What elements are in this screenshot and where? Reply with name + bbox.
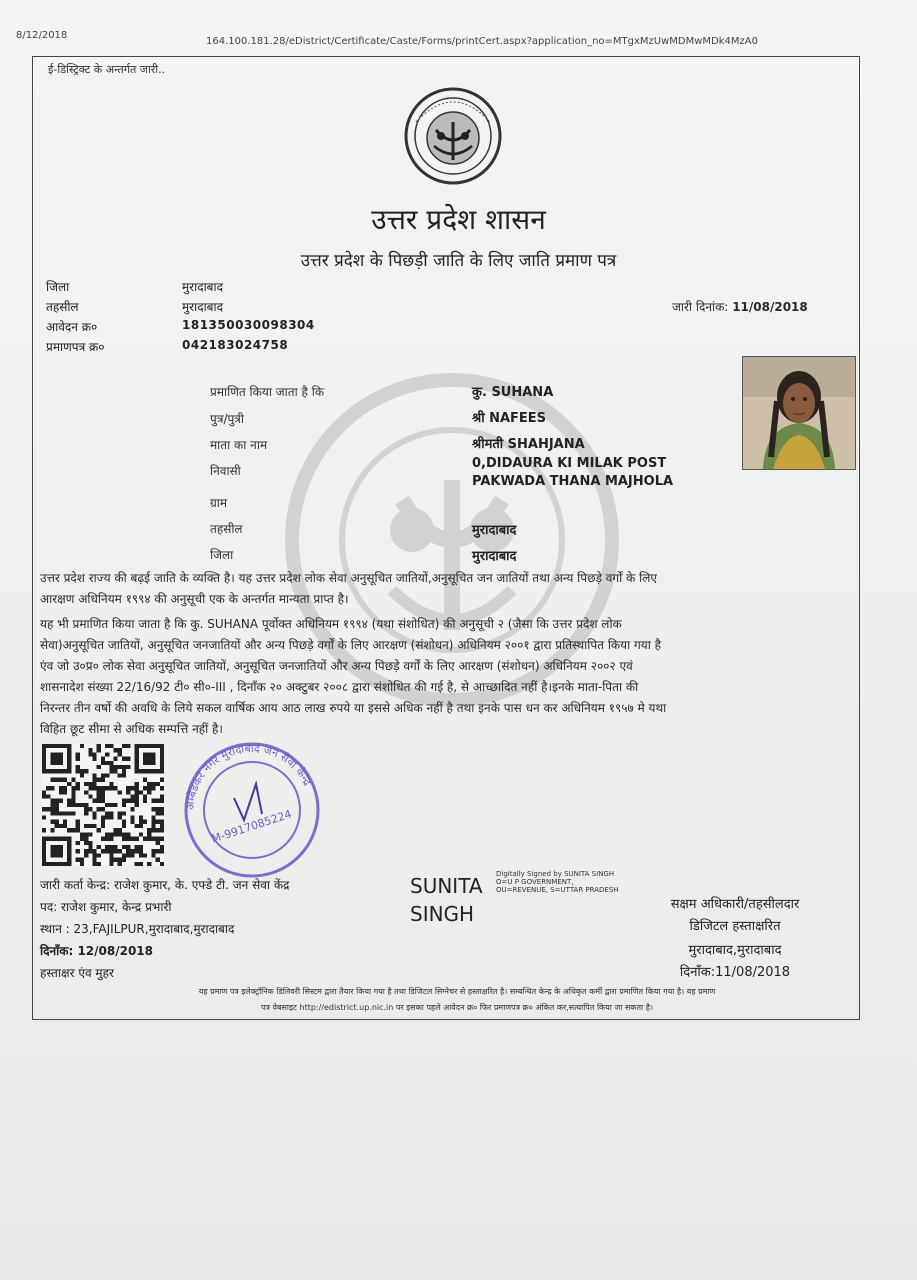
creamy-layer-paragraph — [40, 614, 874, 740]
parent-label: पुत्र/पुत्री — [210, 412, 245, 426]
center-seal-stamp — [172, 740, 332, 880]
issue-date — [672, 298, 808, 315]
digital-signer-first-name: SUNITA — [410, 874, 483, 898]
authority-place: मुरादाबाद,मुरादाबाद — [688, 943, 782, 958]
district-value: मुरादाबाद — [182, 280, 224, 294]
mother-name: श्रीमती SHAHJANA — [472, 437, 585, 452]
issued-under-note: ई-डिस्ट्रिक्ट के अन्तर्गत जारी.. — [48, 63, 166, 76]
caste-paragraph-line: आरक्षण अधिनियम १९९४ की अनुसूची एक के अन्तर्गत मान्यता प्राप्त है। — [40, 592, 349, 606]
resident-label: निवासी — [210, 464, 241, 478]
creamy-layer-line: एंव जो उ०प्र० लोक सेवा अनुसूचित जातियों, अनुसूचित जनजातियों और अन्य पिछड़े वर्गों के लिए आरक्षण (संशोधन) अधिनियम २००२ एवं — [40, 659, 633, 673]
authority-title: सक्षम अधिकारी/तहसीलदार — [670, 897, 800, 912]
issuer-date: दिनाँक: 12/08/2018 — [40, 944, 154, 958]
stamp-mobile: M-9917085224 — [209, 807, 294, 846]
creamy-layer-line: विहित छूट सीमा से अधिक सम्पत्ति नहीं है। — [40, 722, 223, 736]
application-label: आवेदन क्र० — [46, 320, 98, 334]
application-number: 181350030098304 — [182, 318, 315, 332]
sign-and-seal: हस्ताक्षर एंव मुहर — [40, 966, 114, 980]
applicant-photo — [742, 356, 856, 470]
certificate-subtitle: उत्तर प्रदेश के पिछड़ी जाति के लिए जाति प्रमाण पत्र — [300, 251, 617, 271]
issue-date-label: जारी दिनांक: — [672, 300, 729, 314]
father-name: श्री NAFEES — [472, 411, 547, 426]
creamy-layer-line: सेवा)अनुसूचित जातियों, अनुसूचित जनजातियों और अन्य पिछड़े वर्गों के लिए आरक्षण (संशोधन) अधिनियम २००१ द्वारा प्रतिस्थापित किया गया है — [40, 638, 662, 652]
field-tehsil-value: मुरादाबाद — [472, 523, 517, 538]
verification-qr-code-icon — [42, 744, 164, 866]
authority-signed: डिजिटल हस्ताक्षरित — [689, 919, 781, 934]
caste-paragraph — [40, 568, 874, 610]
issuing-center: जारी कर्ता केन्द्र: राजेश कुमार, के. एफ्डे टी. जन सेवा केंद्र — [40, 878, 290, 892]
certificate-number: 042183024758 — [182, 338, 289, 352]
tehsil-value: मुरादाबाद — [182, 300, 224, 314]
creamy-layer-line: यह भी प्रमाणित किया जाता है कि कु. SUHANA पूर्वोक्त अधिनियम १९९४ (यथा संशोधित) की अनुसूची २ (जैसा कि उत्तर प्रदेश लोक — [40, 617, 622, 631]
certified-label: प्रमाणित किया जाता है कि — [210, 385, 325, 399]
footer-line: यह प्रमाण पत्र इलेक्ट्रॉनिक डिलिवरी सिस्टम द्वारा तैयार किया गया है तथा डिजिटल सिग्नेचर से हस्ताक्षरित है। सम्बन्धित केन्द्र के अधिकृत कर्मी द्वारा प्रमाणित किया गया है। यह प्रमाण — [198, 987, 716, 996]
page-title: उत्तर प्रदेश शासन — [371, 203, 546, 236]
field-tehsil-label: तहसील — [210, 522, 243, 536]
authority-date: दिनाँक:11/08/2018 — [679, 965, 791, 980]
creamy-layer-line: शासनादेश संख्या 22/16/92 टी० सी०-III , दिनाँक २० अक्टुबर २००८ द्वारा संशोधित की गई है, से आच्छादित नहीं है।इनके माता-पिता की — [40, 680, 639, 694]
svg-text:अम्बेडकर नगर मुरादाबाद जन सेवा — [184, 742, 314, 810]
print-date: 8/12/2018 — [16, 30, 68, 41]
applicant-name: कु. SUHANA — [472, 385, 554, 400]
creamy-layer-line: निरन्तर तीन वर्षो की अवधि के लिये सकल वार्षिक आय आठ लाख रुपये या इससे अधिक नहीं है तथा इनके पास धन कर अधिनियम १९५७ मे यथा — [40, 701, 667, 715]
digital-signature-details: Digitally Signed by SUNITA SINGH O=U P GOVERNMENT, OU=REVENUE, S=UTTAR PRADESH — [496, 870, 619, 894]
address-line-2: PAKWADA THANA MAJHOLA — [472, 474, 674, 489]
stamp-ring-text: अम्बेडकर नगर मुरादाबाद जन सेवा केन्द्र — [183, 741, 314, 811]
tehsil-label: तहसील — [46, 300, 79, 314]
mother-label: माता का नाम — [210, 438, 268, 452]
certificate-label: प्रमाणपत्र क्र० — [46, 340, 105, 354]
field-district-label: जिला — [210, 548, 234, 562]
up-government-emblem-icon — [398, 86, 508, 186]
district-label: जिला — [46, 280, 70, 294]
footer-note — [40, 984, 874, 1016]
issuer-place: स्थान : 23,FAJILPUR,मुरादाबाद,मुरादाबाद — [40, 922, 235, 936]
issue-date-value: 11/08/2018 — [732, 300, 808, 314]
digital-signer-last-name: SINGH — [410, 902, 475, 926]
caste-paragraph-line: उत्तर प्रदेश राज्य की बढ़ई जाति के व्यक्ति है। यह उत्तर प्रदेश लोक सेवा अनुसूचित जातियों,अनुसूचित जन जातियों तथा अन्य पिछड़े वर्गों के लिए — [40, 571, 658, 585]
issuer-post: पद: राजेश कुमार, केन्द्र प्रभारी — [40, 900, 172, 914]
address-line-1: 0,DIDAURA KI MILAK POST — [472, 456, 667, 471]
field-district-value: मुरादाबाद — [472, 549, 517, 564]
print-url: 164.100.181.28/eDistrict/Certificate/Caste/Forms/printCert.aspx?application_no=MTgxMzUwMDMwMDk4MzA0 — [206, 36, 758, 47]
village-label: ग्राम — [210, 496, 228, 510]
footer-line: पत्र वेबसाइट http://edistrict.up.nic.in पर इसका पहले आवेदन क्र० फिर प्रमाणपत्र क्र० अंकित कर,सत्यापित किया जा सकता है। — [261, 1003, 653, 1012]
